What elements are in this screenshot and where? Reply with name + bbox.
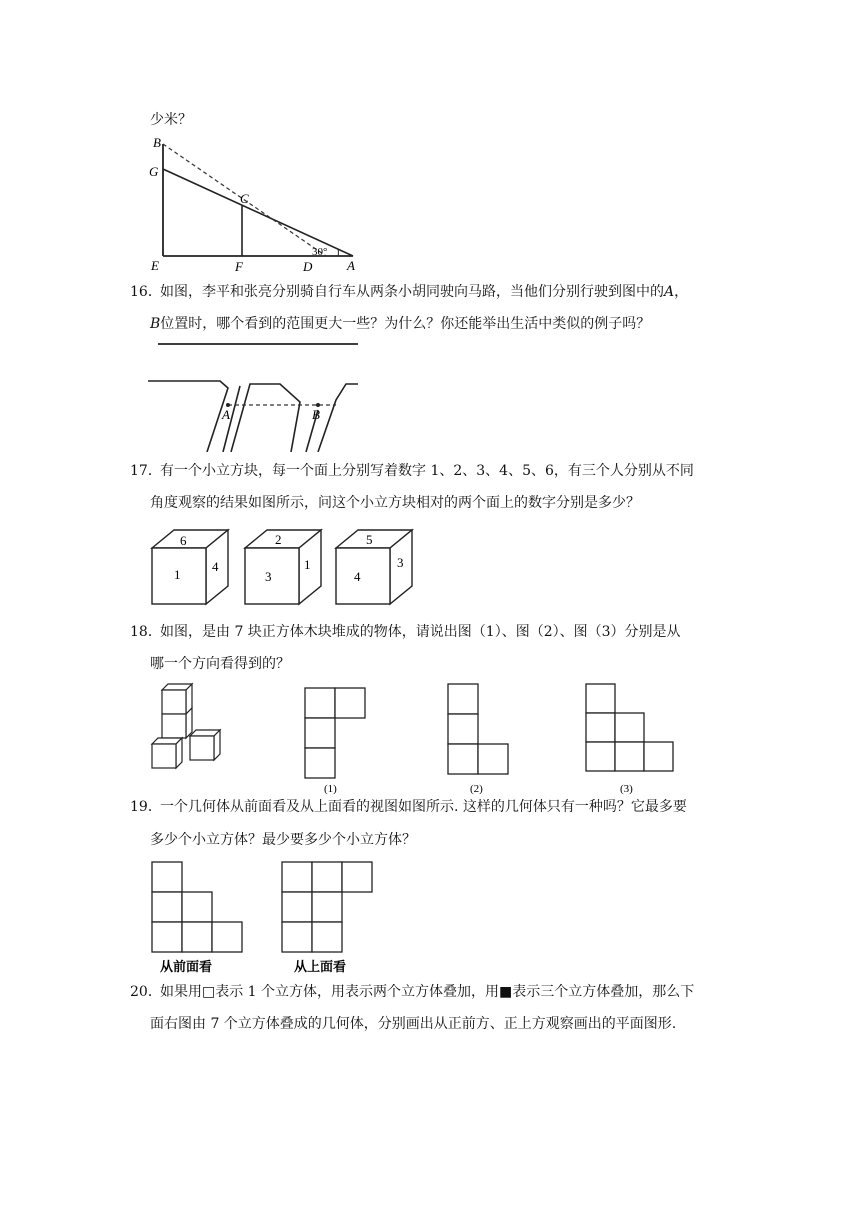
q17-line2: 角度观察的结果如图所示，问这个小立方块相对的两个面上的数字分别是多少？ xyxy=(150,495,640,511)
q16-line2-text: 位置时，哪个看到的范围更大一些？为什么？你还能举出生活中类似的例子吗？ xyxy=(160,316,651,332)
cube-3-front: 4 xyxy=(354,569,361,584)
q15-text-tail: 少米？ xyxy=(150,112,192,128)
q20-number: 20． xyxy=(130,984,162,1000)
label-e: E xyxy=(151,258,159,273)
q18-number: 18． xyxy=(130,624,162,640)
q16-alley-figure xyxy=(148,340,360,452)
block-right xyxy=(190,730,220,760)
q19-line2: 多少个小立方体？最少要多少个小立方体？ xyxy=(150,832,416,848)
cube-2-front: 3 xyxy=(265,569,272,584)
q16-line1-a: A xyxy=(664,284,675,300)
cube-1-front: 1 xyxy=(174,567,181,582)
cube-2 xyxy=(245,530,321,604)
q18-view-2 xyxy=(444,680,514,796)
cube-2-right: 1 xyxy=(304,557,311,572)
cube-1-top: 6 xyxy=(180,533,187,548)
q17-cubes-figure xyxy=(148,526,418,606)
cube-3 xyxy=(336,530,412,604)
q16-line1 xyxy=(160,282,688,302)
cube-1 xyxy=(152,530,228,604)
left-building xyxy=(148,381,228,452)
q20-line2: 面右图由 7 个立方体叠成的几何体，分别画出从正前方、正上方观察画出的平面图形. xyxy=(150,1016,677,1032)
q16-line1-comma: ， xyxy=(674,284,689,300)
q18-line2: 哪一个方向看得到的？ xyxy=(150,656,290,672)
caption-3: (3) xyxy=(620,783,633,795)
label-d: D xyxy=(303,259,313,274)
q16-number: 16． xyxy=(130,284,162,300)
label-a: A xyxy=(222,407,230,422)
middle-building xyxy=(231,384,300,452)
q19-front-view xyxy=(148,858,248,974)
label-angle: 30° xyxy=(312,246,328,258)
q17-line1: 有一个小立方块，每一个面上分别写着数字 1、2、3、4、5、6，有三个人分别从不同 xyxy=(160,463,694,479)
label-a: A xyxy=(347,258,355,273)
right-building xyxy=(318,384,358,452)
q18-stacked-blocks xyxy=(148,680,228,776)
line-ga xyxy=(163,169,353,256)
caption-1: (1) xyxy=(324,783,337,795)
q19-top-view xyxy=(278,858,378,974)
caption-front: 从前面看 xyxy=(160,959,213,974)
label-f: F xyxy=(235,259,243,274)
block-bottom xyxy=(152,738,182,768)
q19-number: 19． xyxy=(130,799,162,815)
q18-view-1 xyxy=(300,684,370,796)
q16-line2 xyxy=(150,314,650,334)
cube-3-right: 3 xyxy=(397,555,404,570)
label-b: B xyxy=(153,135,161,150)
label-g: G xyxy=(149,164,159,179)
q18-line1: 如图，是由 7 块正方体木块堆成的物体，请说出图（1）、图（2）、图（3）分别是从 xyxy=(160,624,681,640)
label-b: B xyxy=(312,407,320,422)
q18-view-3 xyxy=(582,680,678,796)
q19-line1: 一个几何体从前面看及从上面看的视图如图所示. 这样的几何体只有一种吗？它最多要 xyxy=(160,799,687,815)
q16-line1-text: 如图，李平和张亮分别骑自行车从两条小胡同驶向马路，当他们分别行驶到图中的 xyxy=(160,284,664,300)
cube-3-top: 5 xyxy=(366,532,373,547)
q20-line1: 如果用□表示 1 个立方体，用表示两个立方体叠加，用■表示三个立方体叠加，那么下 xyxy=(160,984,695,1000)
q17-number: 17． xyxy=(130,463,162,479)
cube-2-top: 2 xyxy=(275,532,282,547)
block-top xyxy=(162,684,192,714)
q15-triangle-figure xyxy=(140,132,370,274)
label-c: C xyxy=(240,191,249,206)
caption-2: (2) xyxy=(470,783,483,795)
cube-1-right: 4 xyxy=(212,559,219,574)
caption-top: 从上面看 xyxy=(294,959,347,974)
q16-line2-b: B xyxy=(150,316,161,332)
